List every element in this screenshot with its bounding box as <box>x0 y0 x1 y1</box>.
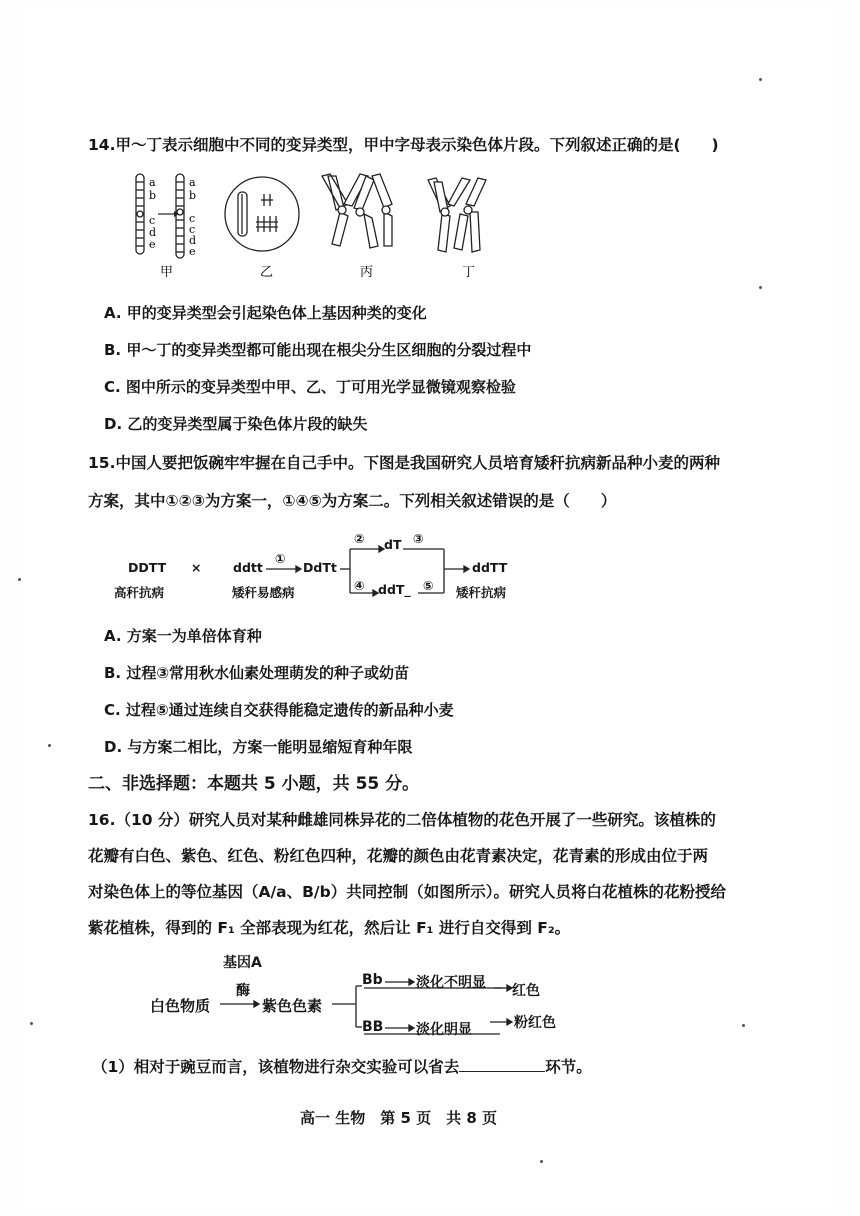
white-substance: 白色物质 <box>150 997 211 1015</box>
chrom-letter-right-a: a <box>189 176 196 189</box>
chrom-letter-right-e: e <box>189 245 196 258</box>
step4-marker: ④ <box>354 578 365 593</box>
gene-a-label: 基因A <box>223 955 262 971</box>
result-genotype: ddTT <box>472 560 508 575</box>
q16-line3: 对染色体上的等位基因（A/a、B/b）共同控制（如图所示）。研究人员将白花植株的花粉授给 <box>88 883 726 901</box>
chrom-letter-e: e <box>149 238 156 251</box>
q15-option-d: D. 与方案二相比，方案一能明显缩短育种年限 <box>104 738 413 756</box>
figure-label-bing: 丙 <box>360 265 374 280</box>
chrom-letter-a: a <box>149 176 156 189</box>
q15-option-b: B. 过程③常用秋水仙素处理萌发的种子或幼苗 <box>104 664 410 682</box>
parent2-genotype: ddtt <box>233 560 263 575</box>
q16-sub1 <box>92 1055 592 1077</box>
q16-sub1-after: 环节。 <box>545 1058 592 1076</box>
scan-speck <box>30 1022 33 1025</box>
answer-blank[interactable] <box>459 1057 545 1072</box>
step2-marker: ② <box>354 531 365 546</box>
cross-symbol: × <box>191 560 202 575</box>
q14-option-d: D. 乙的变异类型属于染色体片段的缺失 <box>104 415 368 433</box>
mid-top-genotype: dT <box>384 537 402 552</box>
figure-label-jia: 甲 <box>160 265 174 280</box>
scan-speck <box>759 286 762 289</box>
step3-marker: ③ <box>413 531 424 546</box>
chrom-letter-right-d: d <box>189 234 197 247</box>
red-color-result: 红色 <box>512 983 540 999</box>
chrom-letter-b: b <box>149 189 157 202</box>
q15-stem-line2: 方案，其中①②③为方案一，①④⑤为方案二。下列相关叙述错误的是（ ） <box>88 492 617 510</box>
figure-label-yi: 乙 <box>260 265 274 280</box>
section-2-heading: 二、非选择题：本题共 5 小题，共 55 分。 <box>88 774 420 794</box>
chrom-letter-right-b: b <box>189 189 197 202</box>
scan-speck <box>759 78 762 81</box>
chrom-letter-right-c1: c <box>189 212 196 225</box>
q15-option-a: A. 方案一为单倍体育种 <box>104 627 262 645</box>
parent1-label: 高秆抗病 <box>114 585 165 600</box>
f1-genotype: DdTt <box>303 560 337 575</box>
q16-sub1-before: （1）相对于豌豆而言，该植物进行杂交实验可以省去 <box>92 1058 460 1076</box>
q16-line2: 花瓣有白色、紫色、红色、粉红色四种，花瓣的颜色由花青素决定，花青素的形成由位于两 <box>88 847 709 865</box>
q14-option-b: B. 甲～丁的变异类型都可能出现在根尖分生区细胞的分裂过程中 <box>104 341 532 359</box>
q16-line4: 紫花植株，得到的 F₁ 全部表现为红花，然后让 F₁ 进行自交得到 F₂。 <box>88 919 571 937</box>
parent2-label: 矮秆易感病 <box>232 585 295 600</box>
scan-speck <box>18 578 21 581</box>
chrom-letter-right-c2: c <box>189 223 196 236</box>
enzyme-label: 酶 <box>236 983 250 999</box>
chrom-letter-d: d <box>149 226 157 239</box>
q15-stem-line1: 15.中国人要把饭碗牢牢握在自己手中。下图是我国研究人员培育矮秆抗病新品种小麦的两种 <box>88 454 720 472</box>
scan-speck <box>742 1024 745 1027</box>
q14-stem: 14.甲～丁表示细胞中不同的变异类型，甲中字母表示染色体片段。下列叙述正确的是( ) <box>88 136 719 154</box>
q14-option-c: C. 图中所示的变异类型中甲、乙、丁可用光学显微镜观察检验 <box>104 378 516 396</box>
q14-option-a: A. 甲的变异类型会引起染色体上基因种类的变化 <box>104 304 427 322</box>
genotype-bb-hom: BB <box>362 1019 384 1035</box>
page-footer: 高一 生物 第 5 页 共 8 页 <box>300 1109 497 1127</box>
strong-fade-label: 淡化明显 <box>416 1022 472 1038</box>
parent1-genotype: DDTT <box>128 560 167 575</box>
pink-color-result: 粉红色 <box>514 1015 556 1031</box>
scan-speck <box>48 744 51 747</box>
q16-line1: 16.（10 分）研究人员对某种雌雄同株异花的二倍体植物的花色开展了一些研究。该植株的 <box>88 811 716 829</box>
q15-option-c: C. 过程⑤通过连续自交获得能稳定遗传的新品种小麦 <box>104 701 454 719</box>
mid-bottom-genotype: ddT_ <box>378 582 411 597</box>
result-label: 矮秆抗病 <box>456 585 507 600</box>
light-fade-label: 淡化不明显 <box>416 975 486 991</box>
step5-marker: ⑤ <box>423 578 434 593</box>
figure-label-ding: 丁 <box>462 265 476 280</box>
purple-pigment: 紫色色素 <box>262 997 323 1015</box>
genotype-bb-het: Bb <box>362 972 383 988</box>
step1-marker: ① <box>275 551 286 566</box>
scan-speck <box>540 1160 543 1163</box>
chrom-letter-c: c <box>149 214 156 227</box>
